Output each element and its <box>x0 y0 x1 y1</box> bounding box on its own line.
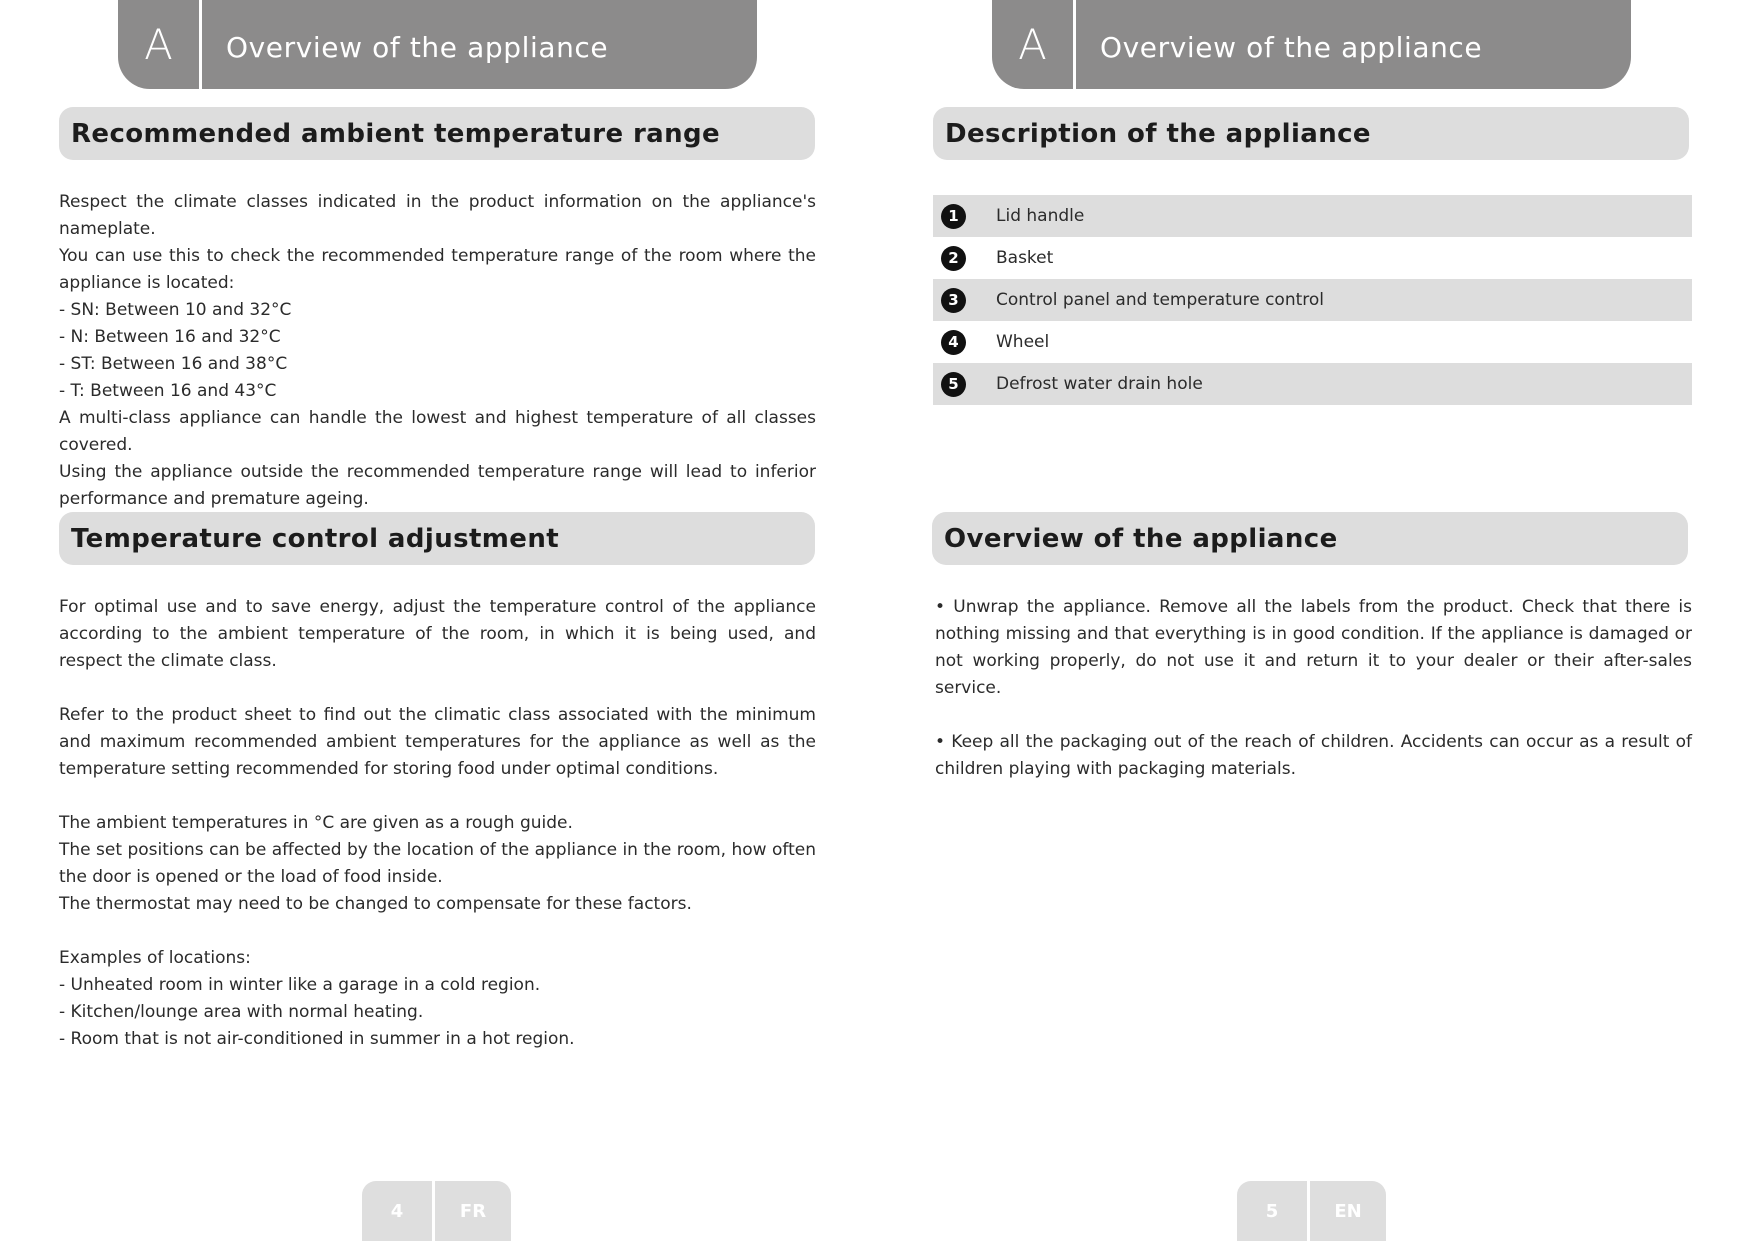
list-item <box>933 363 1692 405</box>
paragraph: Using the appliance outside the recommended temperature range will lead to inferior performance and premature ageing. <box>59 462 816 509</box>
paragraph: Refer to the product sheet to find out the climatic class associated with the minimum and maximum recommended ambient temperatures for the appliance as well as the temperature setting recommended for storing food under optimal conditions. <box>59 705 816 779</box>
example-item: - Room that is not air-conditioned in summer in a hot region. <box>59 1029 575 1049</box>
example-item: - Kitchen/lounge area with normal heating. <box>59 1002 424 1022</box>
paragraph: • Keep all the packaging out of the reach of children. Accidents can occur as a result of children playing with packaging materials. <box>935 732 1692 779</box>
page-language: FR <box>459 1200 487 1222</box>
examples-heading: Examples of locations: <box>59 948 251 968</box>
chapter-letter: A <box>118 0 202 89</box>
item-number-badge: 4 <box>941 330 966 355</box>
paragraph: • Unwrap the appliance. Remove all the labels from the product. Check that there is nothing missing and that everything is in good condition. If the appliance is damaged or not working properly, do not use it and return it to your dealer or their after-sales service. <box>935 597 1692 698</box>
climate-class-st: - ST: Between 16 and 38°C <box>59 354 288 374</box>
paragraph: For optimal use and to save energy, adjust the temperature control of the appliance according to the ambient temperature of the room, in which it is being used, and respect the climate class. <box>59 597 816 671</box>
right-page <box>875 0 1749 1241</box>
example-item: - Unheated room in winter like a garage in a cold region. <box>59 975 541 995</box>
page-number: 4 <box>362 1181 435 1241</box>
page-number-tab <box>362 1181 511 1241</box>
item-number-badge: 1 <box>941 204 966 229</box>
paragraph: The ambient temperatures in °C are given as a rough guide. <box>59 813 573 833</box>
item-label: Wheel <box>996 332 1050 352</box>
section-title-temperature-control: Temperature control adjustment <box>59 512 815 565</box>
item-label: Control panel and temperature control <box>996 290 1324 310</box>
page-number-tab <box>1237 1181 1386 1241</box>
paragraph: Respect the climate classes indicated in the product information on the appliance's nameplate. <box>59 192 816 239</box>
section-title-description: Description of the appliance <box>933 107 1689 160</box>
climate-class-sn: - SN: Between 10 and 32°C <box>59 300 292 320</box>
item-number-badge: 5 <box>941 372 966 397</box>
list-item <box>933 279 1692 321</box>
paragraph: The thermostat may need to be changed to compensate for these factors. <box>59 894 692 914</box>
overview-text <box>935 594 1692 783</box>
paragraph: You can use this to check the recommended temperature range of the room where the appliance is located: <box>59 246 816 293</box>
ambient-temperature-text <box>59 189 816 513</box>
temperature-control-text <box>59 594 816 1053</box>
chapter-title: Overview of the appliance <box>1100 31 1483 64</box>
item-number-badge: 3 <box>941 288 966 313</box>
chapter-title: Overview of the appliance <box>226 31 609 64</box>
chapter-header <box>992 0 1631 89</box>
list-item <box>933 237 1692 279</box>
chapter-letter: A <box>992 0 1076 89</box>
list-item <box>933 321 1692 363</box>
paragraph: A multi-class appliance can handle the lowest and highest temperature of all classes covered. <box>59 408 816 455</box>
paragraph: The set positions can be affected by the location of the appliance in the room, how often the door is opened or the load of food inside. <box>59 840 816 887</box>
section-title-overview: Overview of the appliance <box>932 512 1688 565</box>
climate-class-t: - T: Between 16 and 43°C <box>59 381 277 401</box>
item-label: Defrost water drain hole <box>996 374 1203 394</box>
item-label: Basket <box>996 248 1054 268</box>
page-number: 5 <box>1237 1181 1310 1241</box>
climate-class-n: - N: Between 16 and 32°C <box>59 327 281 347</box>
chapter-header <box>118 0 757 89</box>
appliance-parts-list <box>933 195 1692 405</box>
item-label: Lid handle <box>996 206 1085 226</box>
section-title-ambient-temperature: Recommended ambient temperature range <box>59 107 815 160</box>
page-language: EN <box>1334 1200 1362 1222</box>
left-page <box>0 0 874 1241</box>
item-number-badge: 2 <box>941 246 966 271</box>
list-item <box>933 195 1692 237</box>
